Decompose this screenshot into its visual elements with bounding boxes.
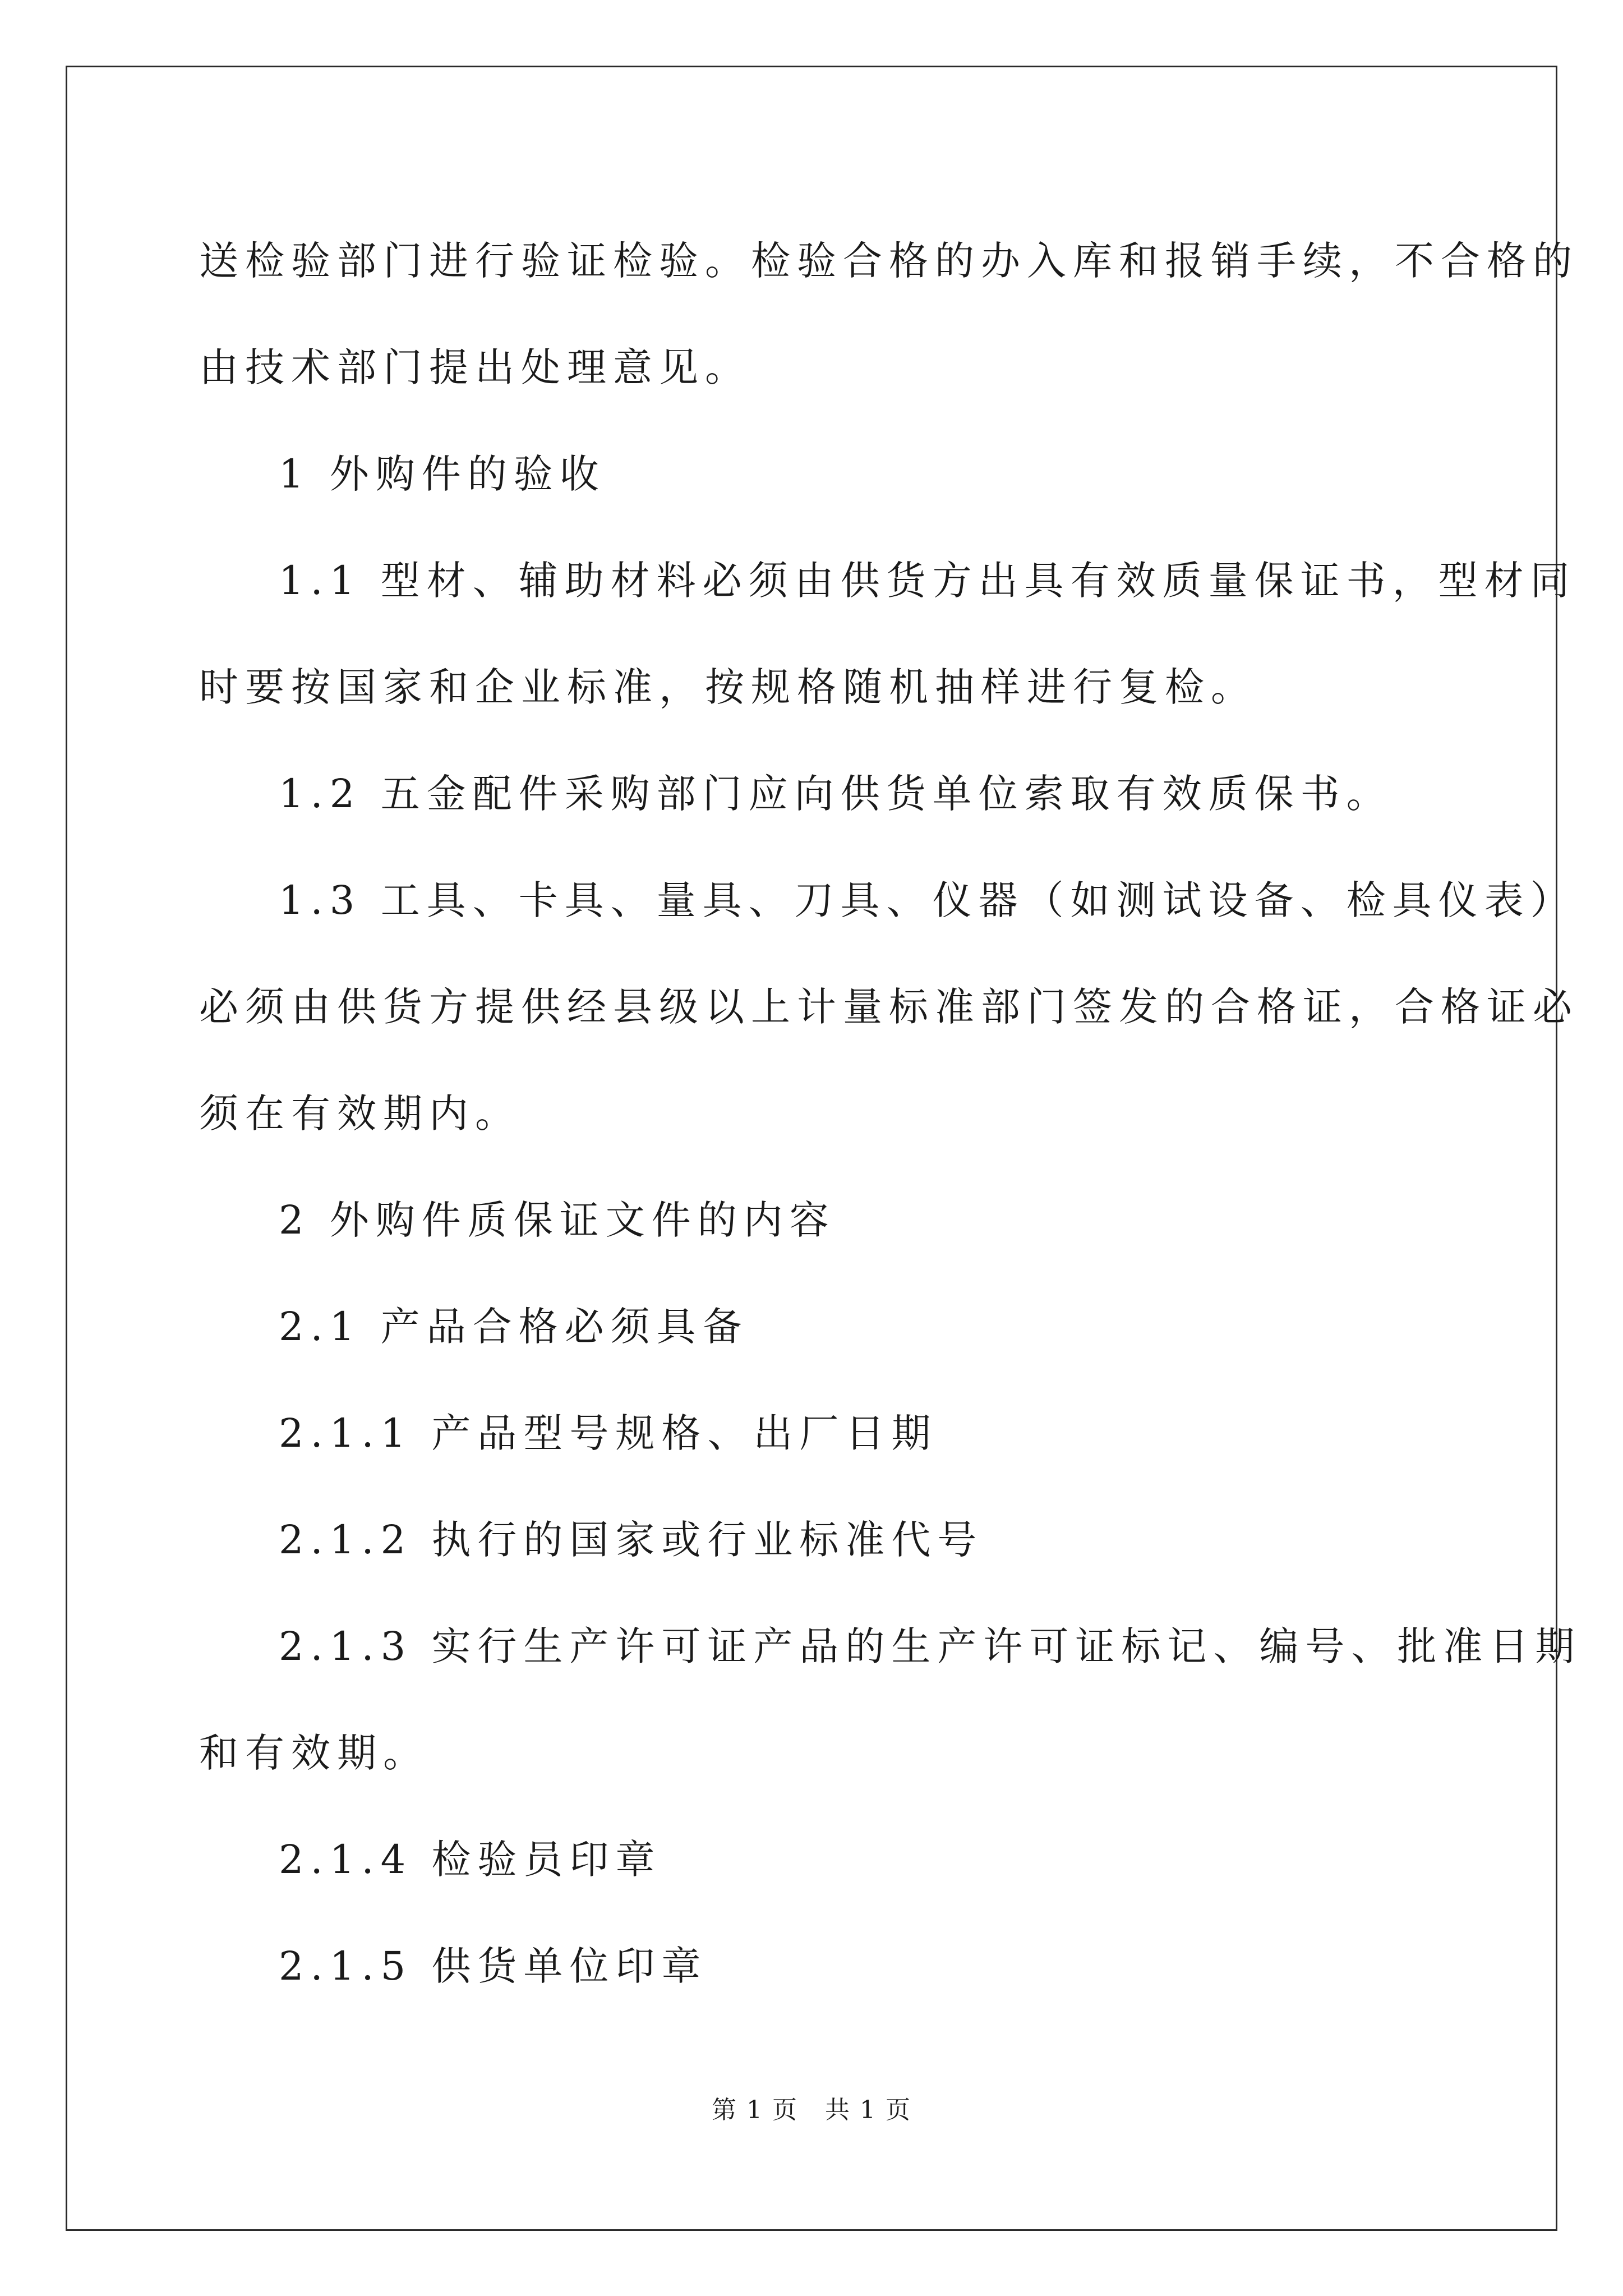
page-total: 共 1 页: [825, 2096, 911, 2124]
text-line: 须在有效期内。: [199, 1091, 521, 1137]
text-line: 时要按国家和企业标准，按规格随机抽样进行复检。: [199, 664, 1257, 710]
document-body: [199, 208, 1581, 2019]
text-line: 由技术部门提出处理意见。: [199, 344, 751, 390]
text-line: 1.2 五金配件采购部门应向供货单位索取有效质保书。: [279, 771, 1393, 817]
text-line: 2.1.3 实行生产许可证产品的生产许可证标记、编号、批准日期: [279, 1623, 1581, 1669]
text-line: 和有效期。: [199, 1730, 429, 1776]
text-line: 1.3 工具、卡具、量具、刀具、仪器（如测试设备、检具仪表）: [279, 877, 1576, 923]
page-number: 第 1 页: [712, 2096, 798, 2124]
text-line: 必须由供货方提供经县级以上计量标准部门签发的合格证，合格证必: [199, 984, 1579, 1030]
text-line: 1.1 型材、辅助材料必须由供货方出具有效质量保证书，型材同: [279, 558, 1576, 604]
page-footer: [0, 2090, 1623, 2125]
text-line: 2.1.1 产品型号规格、出厂日期: [279, 1410, 938, 1456]
text-line: 送检验部门进行验证检验。检验合格的办入库和报销手续，不合格的: [199, 238, 1579, 284]
section-heading: 2 外购件质保证文件的内容: [279, 1197, 836, 1243]
section-heading: 1 外购件的验收: [279, 451, 606, 497]
text-line: 2.1.2 执行的国家或行业标准代号: [279, 1517, 984, 1563]
subsection-heading: 2.1 产品合格必须具备: [279, 1304, 749, 1350]
text-line: 2.1.5 供货单位印章: [279, 1943, 708, 1989]
text-line: 2.1.4 检验员印章: [279, 1837, 662, 1883]
